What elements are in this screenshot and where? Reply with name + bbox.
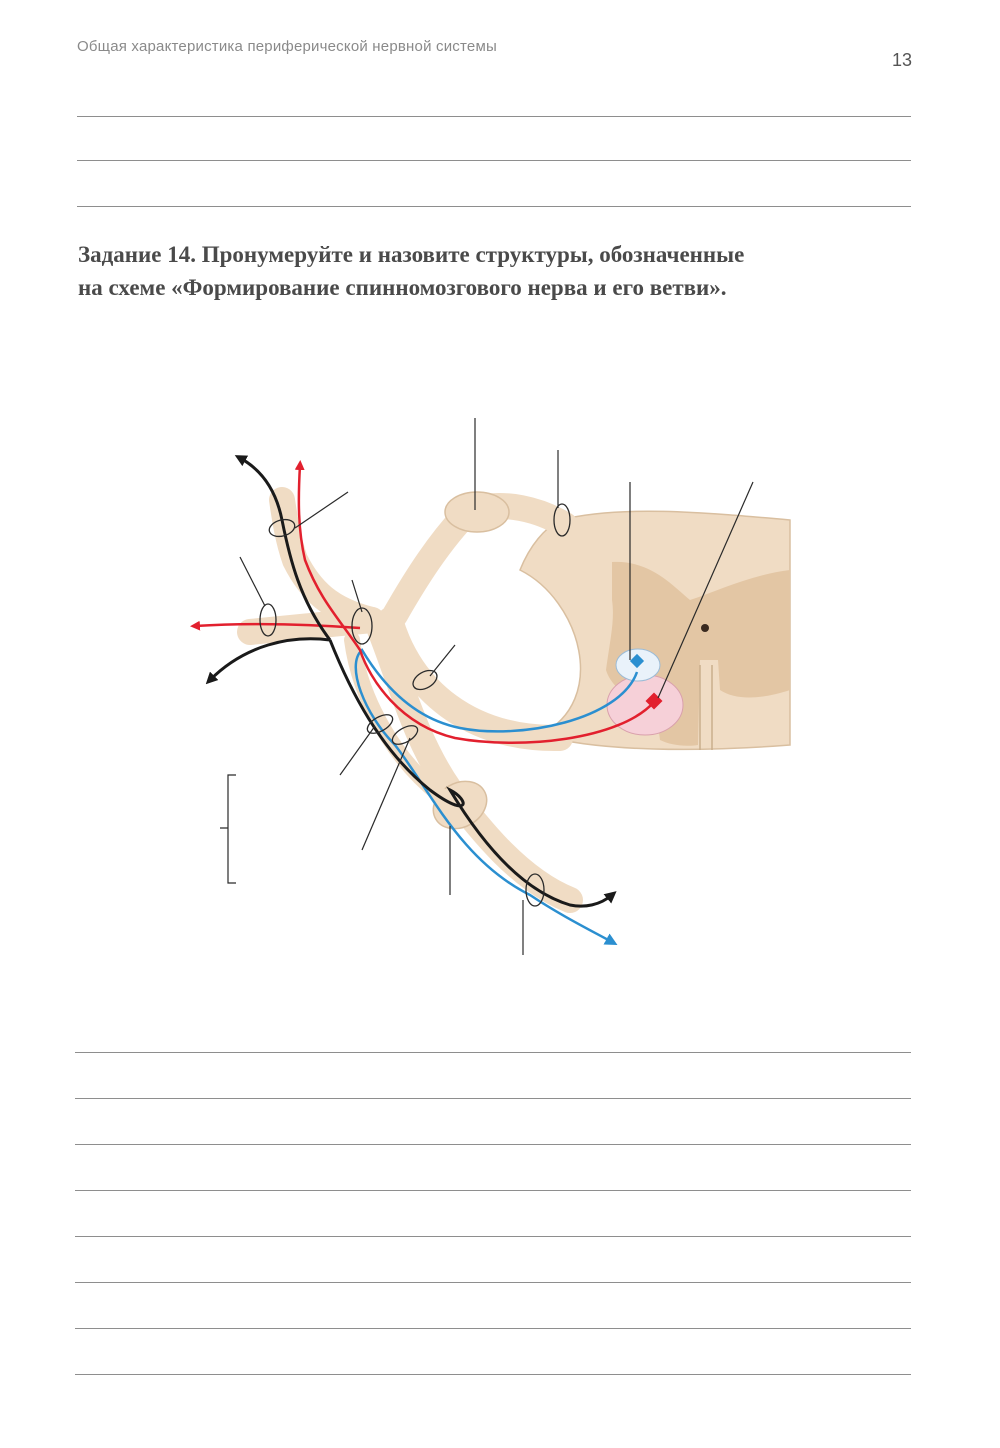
answer-line[interactable] <box>75 1236 911 1237</box>
answer-line[interactable] <box>75 1282 911 1283</box>
spinal-ganglion <box>445 492 509 532</box>
leader-line <box>362 738 410 850</box>
answer-line[interactable] <box>75 1052 911 1053</box>
spinal-cord <box>520 511 790 750</box>
task-heading <box>78 238 938 304</box>
autonomic-fiber-ventral <box>330 640 612 906</box>
answer-line[interactable] <box>75 1190 911 1191</box>
nerve-tissue <box>250 492 570 900</box>
leader-line <box>295 492 348 528</box>
answer-line[interactable] <box>75 1144 911 1145</box>
answer-line[interactable] <box>75 1328 911 1329</box>
leader-line <box>240 557 265 606</box>
leader-line <box>430 645 455 676</box>
task-line-1: Задание 14. Пронумеруйте и назовите структуры, обозначенные <box>78 242 745 267</box>
page-number: 13 <box>891 50 912 70</box>
answer-line[interactable] <box>77 206 911 207</box>
running-head: Общая характеристика периферической нервной системы <box>77 38 497 55</box>
task-line-2: на схеме «Формирование спинномозгового нерва и его ветви». <box>78 275 727 300</box>
answer-line[interactable] <box>75 1374 911 1375</box>
central-canal <box>701 624 709 632</box>
autonomic-fiber-lateral <box>210 639 330 680</box>
spinal-nerve-diagram <box>0 380 1000 980</box>
leader-line <box>340 726 375 775</box>
answer-line[interactable] <box>77 116 911 117</box>
answer-line[interactable] <box>77 160 911 161</box>
answer-line[interactable] <box>75 1098 911 1099</box>
bracket <box>220 775 236 883</box>
